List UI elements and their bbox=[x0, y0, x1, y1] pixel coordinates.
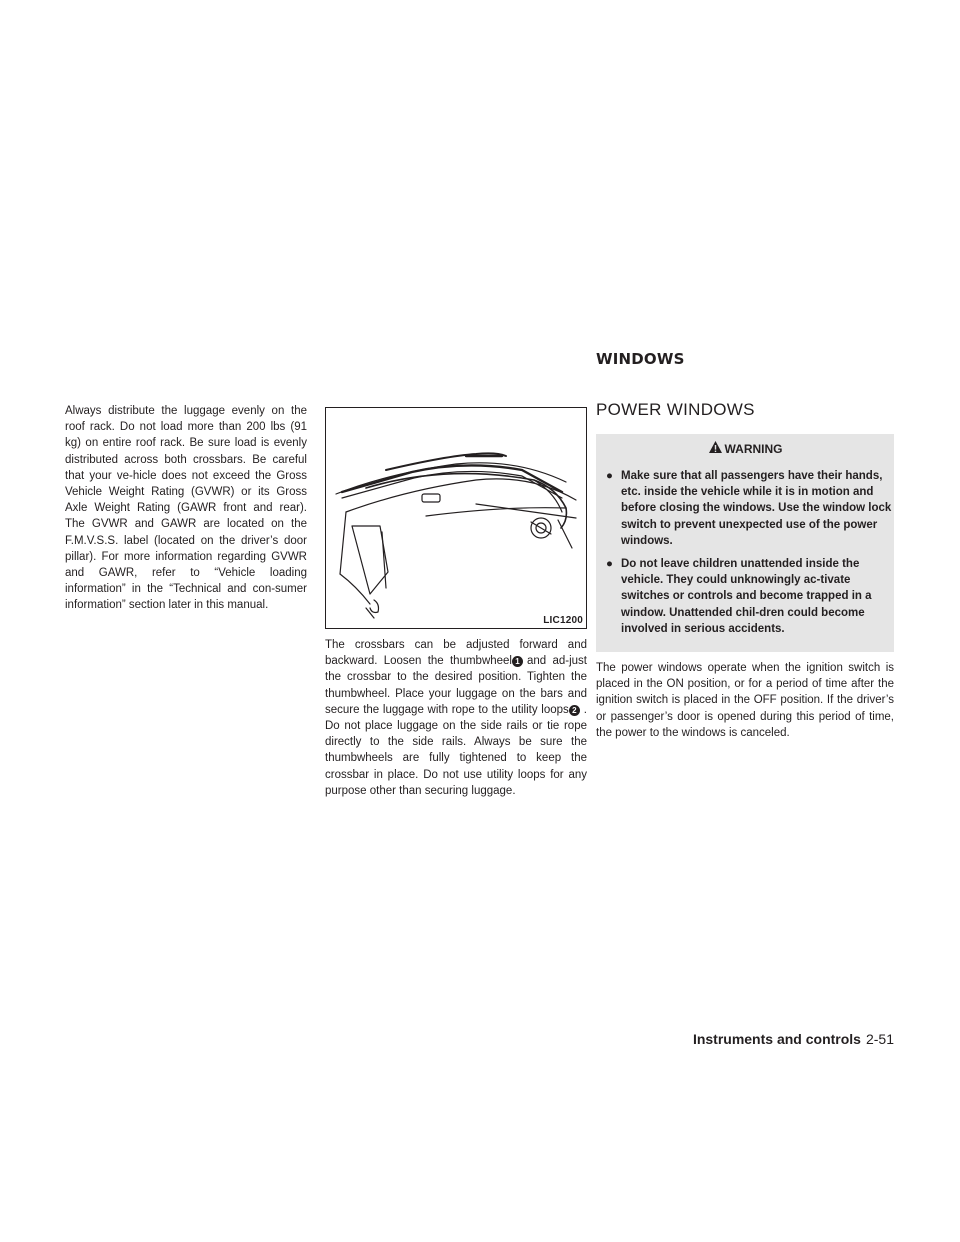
warning-item-text: Do not leave children unattended inside the vehicle. They could unknowingly ac-tivate switches or controls and become trapped in a window. Unattended chil-dren could become involved in serious accidents. bbox=[621, 558, 872, 635]
callout-1-icon: 1 bbox=[512, 656, 523, 667]
page-number: 2-51 bbox=[865, 1031, 894, 1047]
crossbar-text-part3: . Do not place luggage on the side rails or tie rope directly to the side rails. Always be sure the thumbwheels are fully tightened to keep the crossbar in place. Do not use utility loops for any purpose other than securing luggage. bbox=[325, 703, 587, 797]
callout-2-icon: 2 bbox=[569, 705, 580, 716]
bullet-icon: ● bbox=[606, 558, 613, 571]
warning-title: WARNING bbox=[724, 441, 783, 456]
left-column bbox=[65, 403, 307, 614]
warning-item bbox=[606, 556, 892, 637]
roof-rack-illustration bbox=[325, 407, 587, 629]
middle-column bbox=[325, 637, 587, 799]
crossbar-adjust-paragraph bbox=[325, 637, 587, 799]
power-windows-paragraph: The power windows operate when the ignition switch is placed in the ON position, or for a period of time after the ignition switch is placed in the OFF position. If the driver’s or passenger’s door is opened during this period of time, the power to the windows is canceled. bbox=[596, 662, 894, 739]
bullet-icon: ● bbox=[606, 470, 613, 482]
warning-heading bbox=[596, 440, 894, 457]
crossbar-text-part2: and ad-just the crossbar to the desired position. Tighten the thumbwheel. Place your luggage on the bars and secure the luggage with rope to the utility loops bbox=[325, 655, 587, 716]
warning-item-text: Make sure that all passengers have their hands, etc. inside the vehicle while it is in motion and before closing the windows. Use the window lock switch to prevent unexpected use of the power windows. bbox=[621, 470, 892, 547]
warning-triangle-icon bbox=[708, 440, 725, 457]
warning-list bbox=[606, 468, 892, 644]
subsection-title: POWER WINDOWS bbox=[596, 400, 755, 419]
page-footer bbox=[693, 1031, 894, 1047]
roof-rack-drawing bbox=[326, 408, 586, 628]
warning-item bbox=[606, 468, 892, 549]
right-column bbox=[596, 660, 894, 741]
roof-rack-load-paragraph: Always distribute the luggage evenly on the roof rack. Do not load more than 200 lbs (91 kg) on entire roof rack. Be sure load is evenly distributed across both crossbars. Be careful that your ve-hicle does not exceed the Gross Vehicle Weight Rating (GVWR) or its Gross Axle Weight Rating (GAWR front and rear). The GVWR and GAWR are located on the F.M.V.S.S. label (located on the driver’s door pillar). For more information regarding GVWR and GAWR, refer to “Vehicle loading information” in the “Technical and con-sumer information” section later in this manual. bbox=[65, 405, 307, 612]
footer-section-name: Instruments and controls bbox=[692, 1031, 861, 1047]
section-title: WINDOWS bbox=[596, 350, 685, 368]
figure-code: LIC1200 bbox=[543, 615, 583, 626]
warning-box bbox=[596, 434, 894, 652]
crossbar-text-part1: The crossbars can be adjusted forward and backward. Loosen the thumbwheel bbox=[325, 639, 587, 668]
